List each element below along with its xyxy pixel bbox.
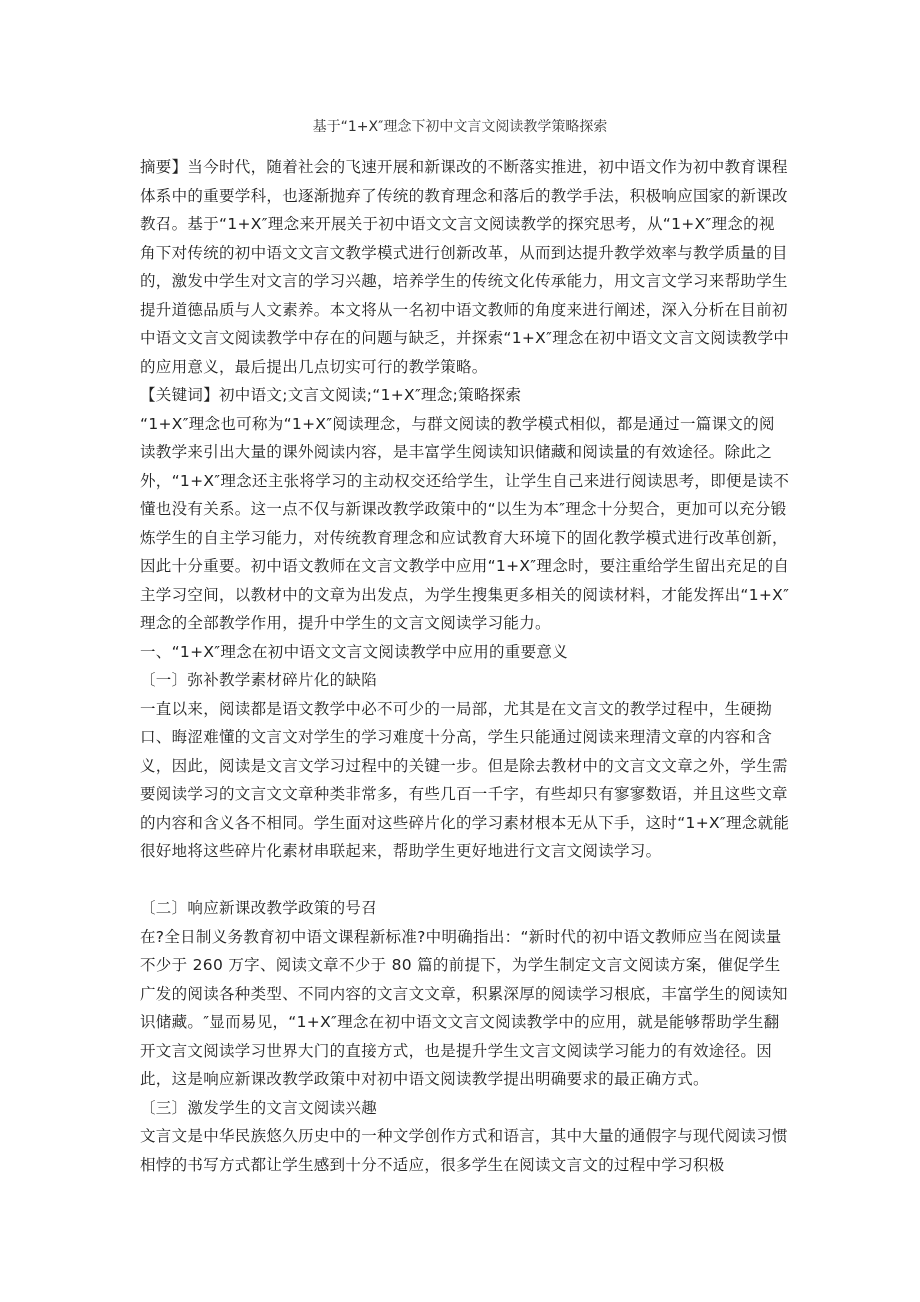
subsection-1-paragraph: 一直以来，阅读都是语文教学中必不可少的一局部，尤其是在文言文的教学过程中，生硬拗口、晦涩难懂的文言文对学生的学习难度十分高，学生只能通过阅读来理清文章的内容和含义，因此，阅读是文言文学习过程中的关键一步。但是除去教材中的文言文文章之外，学生需要阅读学习的文言文文章种类非常多，有些几百一千字，有些却只有寥寥数语，并且这些文章的内容和含义各不相同。学生面对这些碎片化的学习素材根本无从下手，这时“1+X″理念就能很好地将这些碎片化素材串联起来，帮助学生更好地进行文言文阅读学习。 xyxy=(140,699,790,860)
subsection-heading-1: 〔一〕弥补教学素材碎片化的缺陷 xyxy=(140,671,378,689)
section-heading-1: 一、“1+X″理念在初中语文文言文阅读教学中应用的重要意义 xyxy=(140,642,568,661)
document-title: 基于“1+X″理念下初中文言文阅读教学策略探索 xyxy=(312,119,608,135)
subsection-heading-3: 〔三〕激发学生的文言文阅读兴趣 xyxy=(140,1098,378,1117)
abstract-paragraph: 摘要】当今时代，随着社会的飞速开展和新课改的不断落实推进，初中语文作为初中教育课程体系中的重要学科，也逐渐抛弃了传统的教育理念和落后的教学手法，积极响应国家的新课改教召。基于“1+X″理念来开展关于初中语文文言文阅读教学的探究思考，从“1+X″理念的视角下对传统的初中语文文言文教学模式进行创新改革，从而到达提升教学效率与教学质量的目的，激发中学生对文言的学习兴趣，培养学生的传统文化传承能力，用文言文学习来帮助学生提升道德品质与人文素养。本文将从一名初中语文教师的角度来进行阐述，深入分析在目前初中语文文言文阅读教学中存在的问题与缺乏，并探索“1+X″理念在初中语文文言文阅读教学中的应用意义，最后提出几点切实可行的教学策略。 xyxy=(140,158,790,376)
subsection-2-paragraph: 在?全日制义务教育初中语文课程新标准?中明确指出：“新时代的初中语文教师应当在阅读量不少于 260 万字、阅读文章不少于 80 篇的前提下，为学生制定文言文阅读方案，催促学生广发的阅读各种类型、不同内容的文言文文章，积累深厚的阅读学习根底，丰富学生的阅读知识储藏。″显而易见，“1+X″理念在初中语文文言文阅读教学中的应用，就是能够帮助学生翻开文言文阅读学习世界大门的直接方式，也是提升学生文言文阅读学习能力的有效途径。因此，这是响应新课改教学政策中对初中语文阅读教学提出明确要求的最正确方式。 xyxy=(140,927,788,1088)
paragraph-spacer xyxy=(140,866,790,895)
subsection-heading-2: 〔二〕响应新课改教学政策的号召 xyxy=(140,899,378,917)
keywords-line: 【关键词】初中语文;文言文阅读;“1+X″理念;策略探索 xyxy=(140,386,522,404)
intro-paragraph: “1+X″理念也可称为“1+X″阅读理念，与群文阅读的教学模式相似，都是通过一篇课文的阅读教学来引出大量的课外阅读内容，是丰富学生阅读知识储藏和阅读量的有效途径。除此之外，“1+X″理念还主张将学习的主动权交还给学生，让学生自己来进行阅读思考，即便是读不懂也没有关系。这一点不仅与新课改教学政策中的“以生为本″理念十分契合，更加可以充分锻炼学生的自主学习能力，对传统教育理念和应试教育大环境下的固化教学模式进行改革创新，因此十分重要。初中语文教师在文言文教学中应用“1+X″理念时，要注重给学生留出充足的自主学习空间，以教材中的文章为出发点，为学生搜集更多相关的阅读材料，才能发挥出“1+X″理念的全部教学作用，提升中学生的文言文阅读学习能力。 xyxy=(140,414,790,632)
document-body xyxy=(140,153,790,1179)
subsection-3-paragraph: 文言文是中华民族悠久历史中的一种文学创作方式和语言，其中大量的通假字与现代阅读习惯相悖的书写方式都让学生感到十分不适应，很多学生在阅读文言文的过程中学习积极 xyxy=(140,1127,788,1174)
